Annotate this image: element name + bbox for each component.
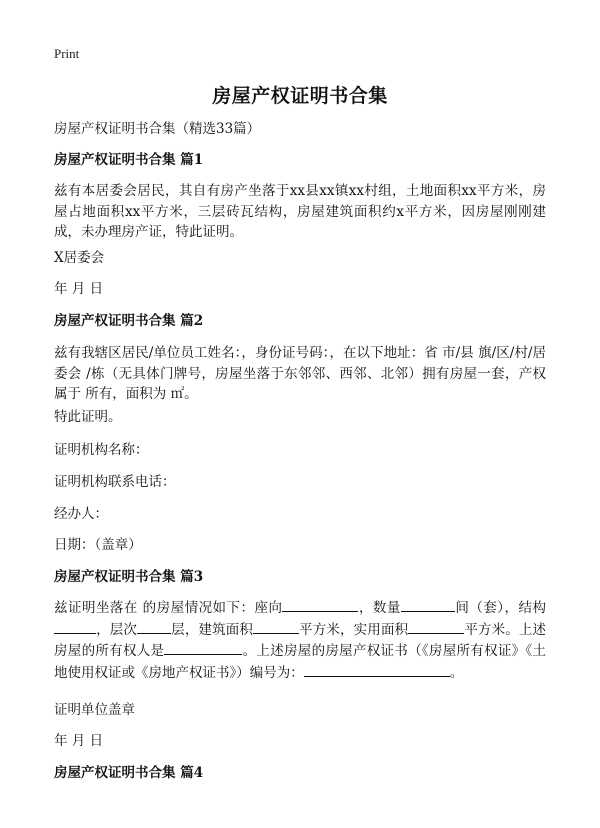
body-text: ，层次 — [96, 621, 138, 638]
section-heading-4: 房屋产权证明书合集 篇4 — [54, 765, 204, 781]
body-text: ，数量 — [358, 600, 401, 616]
body-text: 兹证明坐落在 的房屋情况如下：座向 — [54, 600, 283, 616]
document-subtitle: 房屋产权证明书合集（精选33篇） — [54, 121, 261, 137]
blank-structure — [54, 619, 96, 634]
section-2-line-1: 特此证明。 — [54, 409, 122, 425]
section-body-3 — [54, 597, 546, 683]
section-2-line-5: 日期：（盖章） — [54, 537, 142, 553]
body-text: 。上述房屋的房屋产权证书（《房屋所有权证》《土地使用权证或《房地产权证书》）编号为： — [54, 643, 547, 681]
body-text: 平方米，实用面积 — [299, 621, 409, 638]
section-heading-1: 房屋产权证明书合集 篇1 — [54, 152, 204, 168]
section-2-line-4: 经办人： — [54, 506, 108, 522]
document-title: 房屋产权证明书合集 — [212, 85, 388, 107]
body-text: 间（套），结构 — [454, 600, 547, 616]
blank-floor — [137, 619, 171, 634]
section-1-date: 年 月 日 — [54, 281, 104, 297]
section-heading-3: 房屋产权证明书合集 篇3 — [54, 569, 204, 585]
body-text: 。 — [449, 664, 464, 681]
section-1-signer: X居委会 — [54, 250, 105, 266]
section-heading-2: 房屋产权证明书合集 篇2 — [54, 313, 204, 329]
print-label: Print — [54, 46, 80, 61]
section-body-1: 兹有本居委会居民，其自有房产坐落于xx县xx镇xx村组，土地面积xx平方米，房屋占地面积xx平方米，三层砖瓦结构，房屋建筑面积约x平方米，因房屋刚刚建成，未办理房产证，特此证明。 — [54, 183, 546, 240]
blank-orientation — [282, 597, 358, 612]
blank-certificate-number — [304, 662, 450, 677]
section-2-line-2: 证明机构名称： — [54, 442, 149, 458]
blank-owner — [164, 640, 242, 655]
section-body-2: 兹有我辖区居民/单位员工姓名：，身份证号码：，在以下地址：省 市/县 旗/区/村/居委会 /栋（无具体门牌号，房屋坐落于东邻邻、西邻、北邻）拥有房屋一套，产权属于 所有，面积为 ㎡。 — [54, 345, 546, 402]
body-text: 平方米。上述房屋的所有权人是 — [54, 621, 547, 659]
body-text: 层，建筑面积 — [171, 621, 253, 638]
section-3-line-2: 年 月 日 — [54, 733, 104, 749]
section-2-line-3: 证明机构联系电话： — [54, 474, 176, 490]
blank-quantity — [401, 597, 455, 612]
section-3-line-1: 证明单位盖章 — [54, 702, 135, 718]
blank-building-area — [253, 619, 299, 634]
blank-usable-area — [408, 619, 464, 634]
